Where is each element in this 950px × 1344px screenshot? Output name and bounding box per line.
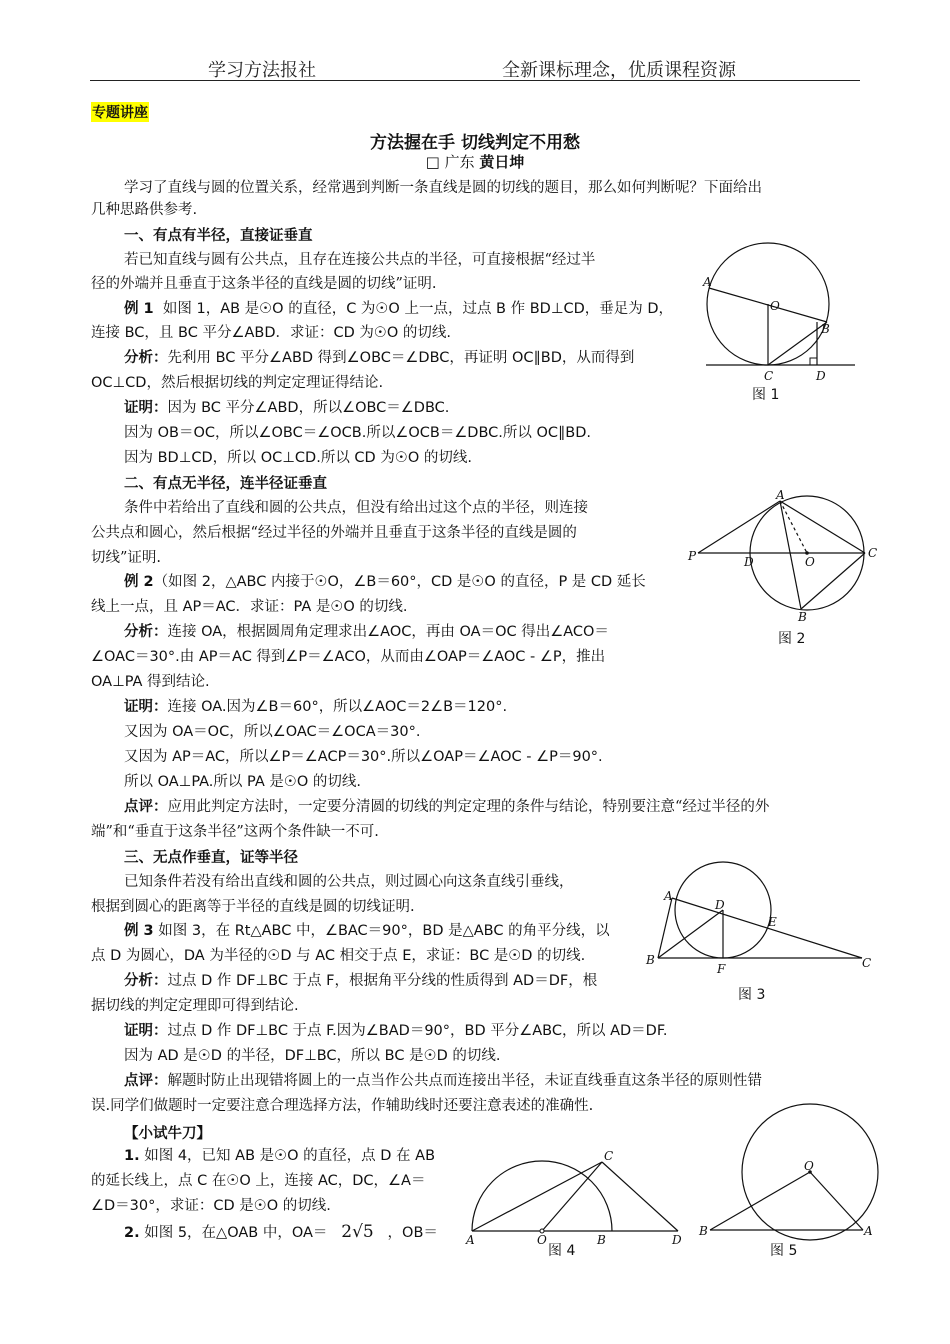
figure-3: [642, 860, 876, 978]
analysis-text: OC⊥CD，然后根据切线的判定定理证得结论.: [91, 375, 384, 391]
label-o: O: [537, 1233, 547, 1247]
comment-text: 端”和“垂直于这条半径”这两个条件缺一不可.: [91, 824, 379, 840]
article-title: 方法握在手 切线判定不用愁: [370, 133, 580, 153]
label-a: A: [864, 1224, 873, 1238]
article-author: [0, 151, 950, 172]
section-desc: 若已知直线与圆有公共点，且存在连接公共点的半径，可直接根据“经过半: [124, 252, 596, 268]
label-c: C: [868, 546, 878, 560]
example-2: [124, 572, 646, 592]
section-heading: 三、无点作垂直，证等半径: [124, 850, 298, 866]
segment-ac: [472, 1162, 602, 1231]
example-1: [124, 299, 673, 319]
label-a: A: [776, 488, 785, 502]
comment-2: [124, 797, 769, 817]
proof-2: [124, 697, 507, 717]
label-p: P: [688, 549, 697, 563]
label-d: D: [816, 369, 826, 383]
analysis-3: [124, 971, 597, 991]
segment-oa: [810, 1172, 863, 1230]
section-desc: 已知条件若没有给出直线和圆的公共点，则过圆心向这条直线引垂线，: [124, 874, 574, 890]
figure-1: [700, 240, 860, 383]
analysis-text: 先利用 BC 平分∠ABD 得到∠OBC＝∠DBC，再证明 OC∥BD，从而得到: [167, 350, 635, 366]
question-2: [124, 1222, 438, 1243]
label-o: O: [805, 555, 815, 569]
question-text: ，OB＝: [387, 1225, 438, 1241]
label-a: A: [664, 889, 673, 903]
segment-oc: [542, 1162, 602, 1231]
question-text: 如图 4，已知 AB 是☉O 的直径，点 D 在 AB: [144, 1148, 436, 1164]
header-publisher: 学习方法报社: [208, 60, 316, 81]
analysis-text: OA⊥PA 得到结论.: [91, 674, 210, 690]
label-c: C: [604, 1149, 614, 1163]
label-d: D: [715, 898, 725, 912]
analysis-label: 分析：: [124, 624, 168, 640]
section-desc: 径的外端并且垂直于这条半径的直线是圆的切线”证明.: [91, 276, 437, 292]
question-1: [124, 1146, 435, 1166]
analysis-text: ∠OAC＝30°.由 AP＝AC 得到∠P＝∠ACO，从而由∠OAP＝∠AOC - ∠P，推出: [91, 649, 606, 665]
analysis-text: 据切线的判定定理即可得到结论.: [91, 998, 299, 1014]
label-b: B: [821, 322, 830, 336]
comment-3: [124, 1071, 762, 1091]
proof-text: 因为 OB＝OC，所以∠OBC＝∠OCB.所以∠OCB＝∠DBC.所以 OC∥BD.: [124, 425, 592, 441]
comment-label: 点评：: [124, 798, 168, 815]
question-text: 的延长线上，点 C 在☉O 上，连接 AC，DC，∠A＝: [91, 1173, 426, 1189]
analysis-1: [124, 348, 634, 368]
sqrt-expression: 2√5: [341, 1222, 374, 1242]
segment-ob: [710, 1172, 810, 1230]
example-label: 例 2: [124, 574, 154, 590]
segment-ac: [780, 501, 865, 553]
example-text: （如图 2，△ABC 内接于☉O，∠B＝60°，CD 是☉O 的直径，P 是 CD 延长: [153, 574, 646, 590]
example-3: [124, 921, 610, 941]
segment-ab: [780, 501, 801, 609]
analysis-text: 连接 OA，根据圆周角定理求出∠AOC，再由 OA＝OC 得出∠ACO＝: [167, 624, 609, 640]
segment-cd: [602, 1162, 678, 1231]
example-text: 如图 1，AB 是☉O 的直径，C 为☉O 上一点，过点 B 作 BD⊥CD，垂足为 D，: [162, 301, 674, 317]
figure-1-caption: 图 1: [752, 387, 780, 403]
question-number: 1.: [124, 1148, 140, 1164]
practice-heading: 【小试牛刀】: [124, 1126, 211, 1142]
section-desc: 公共点和圆心，然后根据“经过半径的外端并且垂直于这条半径的直线是圆的: [91, 525, 577, 541]
section-desc: 根据到圆心的距离等于半径的直线是圆的切线证明.: [91, 899, 415, 915]
analysis-label: 分析：: [124, 350, 168, 366]
example-text: 点 D 为圆心，DA 为半径的☉D 与 AC 相交于点 E，求证：BC 是☉D 的切线.: [91, 948, 586, 964]
comment-label: 点评：: [124, 1072, 168, 1089]
comment-text: 解题时防止出现错将圆上的一点当作公共点而连接出半径，未证直线垂直这条半径的原则性错: [167, 1073, 762, 1089]
comment-text: 误.同学们做题时一定要注意合理选择方法，作辅助线时还要注意表述的准确性.: [91, 1098, 594, 1114]
example-text: 线上一点，且 AP＝AC．求证：PA 是☉O 的切线.: [91, 599, 408, 615]
header-slogan: 全新课标理念，优质课程资源: [502, 60, 736, 81]
proof-label: 证明：: [124, 400, 168, 416]
figure-2: [684, 488, 884, 624]
proof-3: [124, 1021, 667, 1041]
example-label: 例 1: [124, 301, 154, 317]
example-text: 如图 3，在 Rt△ABC 中，∠BAC＝90°，BD 是△ABC 的角平分线，以: [158, 923, 610, 939]
label-o: O: [804, 1159, 814, 1173]
intro-line: 学习了直线与圆的位置关系，经常遇到判断一条直线是圆的切线的题目，那么如何判断呢？下面给出: [124, 180, 762, 196]
label-d: D: [672, 1233, 682, 1247]
example-text: 连接 BC，且 BC 平分∠ABD．求证：CD 为☉O 的切线.: [91, 325, 452, 341]
label-b: B: [597, 1233, 606, 1247]
figure-3-caption: 图 3: [738, 987, 766, 1003]
proof-text: 所以 OA⊥PA.所以 PA 是☉O 的切线.: [124, 774, 361, 790]
proof-text: 因为 AD 是☉D 的半径，DF⊥BC，所以 BC 是☉D 的切线.: [124, 1048, 501, 1064]
label-a: A: [703, 275, 712, 289]
figure-5-caption: 图 5: [770, 1243, 798, 1259]
label-e: E: [768, 915, 777, 929]
question-text: ∠D＝30°，求证：CD 是☉O 的切线.: [91, 1198, 331, 1214]
label-b: B: [646, 953, 655, 967]
label-c: C: [862, 956, 872, 970]
section-desc: 切线”证明.: [91, 550, 162, 566]
label-d: D: [744, 555, 754, 569]
analysis-text: 过点 D 作 DF⊥BC 于点 F，根据角平分线的性质得到 AD＝DF，根: [167, 973, 598, 989]
section-desc: 条件中若给出了直线和圆的公共点，但没有给出过这个点的半径，则连接: [124, 500, 588, 516]
label-f: F: [717, 962, 726, 976]
comment-text: 应用此判定方法时，一定要分清圆的切线的判定定理的条件与结论，特别要注意“经过半径的外: [167, 799, 770, 815]
proof-text: 又因为 OA＝OC，所以∠OAC＝∠OCA＝30°.: [124, 724, 421, 740]
segment-pa: [698, 501, 780, 553]
proof-text: 过点 D 作 DF⊥BC 于点 F.因为∠BAD＝90°，BD 平分∠ABC，所以 AD＝DF.: [167, 1023, 668, 1039]
label-a: A: [466, 1233, 475, 1247]
column-tag: 专题讲座: [91, 102, 149, 122]
label-o: O: [770, 299, 780, 313]
label-c: C: [764, 369, 774, 383]
proof-text: 连接 OA.因为∠B＝60°，所以∠AOC＝2∠B＝120°.: [167, 699, 508, 715]
question-text: 如图 5，在△OAB 中，OA＝: [144, 1225, 328, 1241]
proof-1: [124, 398, 449, 418]
figure-5: [697, 1118, 877, 1242]
header-rule: [90, 80, 860, 81]
section-heading: 一、有点有半径，直接证垂直: [124, 228, 313, 244]
segment-ac: [672, 898, 862, 958]
author-prefix: □ 广东: [425, 153, 475, 171]
figure-4-caption: 图 4: [548, 1243, 576, 1259]
question-number: 2.: [124, 1225, 140, 1241]
proof-label: 证明：: [124, 699, 168, 715]
label-b: B: [699, 1224, 708, 1238]
proof-label: 证明：: [124, 1023, 168, 1039]
figure-2-caption: 图 2: [778, 631, 806, 647]
right-angle-mark: [810, 358, 817, 365]
intro-line: 几种思路供参考.: [91, 202, 198, 218]
analysis-2: [124, 622, 609, 642]
label-b: B: [798, 610, 807, 624]
proof-text: 因为 BC 平分∠ABD，所以∠OBC＝∠DBC.: [167, 400, 450, 416]
example-label: 例 3: [124, 923, 154, 939]
proof-text: 又因为 AP＝AC，所以∠P＝∠ACP＝30°.所以∠OAP＝∠AOC - ∠P＝90°.: [124, 749, 603, 765]
figure-4: [460, 1140, 690, 1247]
proof-text: 因为 BD⊥CD，所以 OC⊥CD.所以 CD 为☉O 的切线.: [124, 450, 472, 466]
section-heading: 二、有点无半径，连半径证垂直: [124, 476, 327, 492]
segment-bc: [768, 322, 827, 365]
author-name: 黄日坤: [479, 153, 525, 171]
analysis-label: 分析：: [124, 973, 168, 989]
